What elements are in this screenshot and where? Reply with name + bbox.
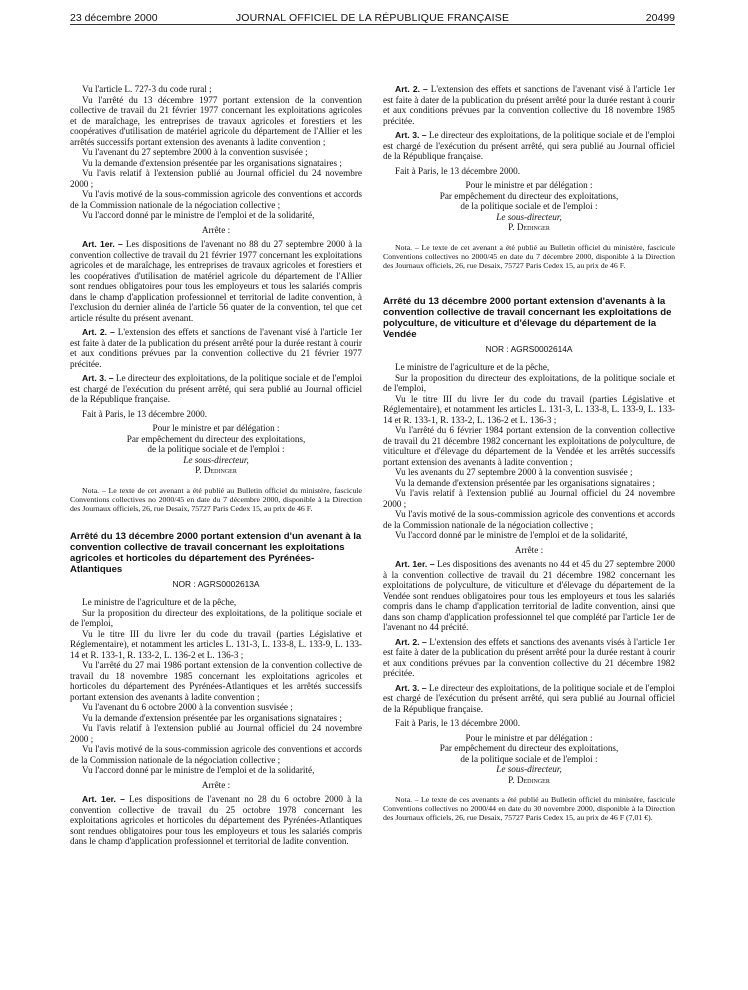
article-label: Art. 2. –	[82, 327, 115, 337]
journal-title: JOURNAL OFFICIEL DE LA RÉPUBLIQUE FRANÇAISE	[235, 12, 510, 24]
visa-paragraph: Vu la demande d'extension présentée par les organisations signataires ;	[82, 157, 342, 168]
signature-line: Par empêchement du directeur des exploitations,	[439, 190, 619, 201]
article-text: Les dispositions de l'avenant no 28 du 6 octobre 2000 à la convention collective de travail du 25 octobre 1978 concernant les exploitations agricoles et horticoles du département des Pyrénées-Atlantiques sont rendues obligatoires pour tous les employeurs et tous les salariés compris dans le champ d'application professionnel et territorial de ladite convention.	[70, 794, 363, 846]
signature-date: Fait à Paris, le 13 décembre 2000.	[395, 718, 521, 728]
visa-paragraph: Vu l'arrêté du 6 février 1984 portant extension de la convention collective de travail du 21 décembre 1982 concernant les exploitations de polyculture, de viticulture et d'élevage du département de la Vendée et les arrêtés successifs portant extension des avenants à ladite convention ;	[383, 425, 675, 467]
visa-paragraph: Vu le titre III du livre Ier du code du travail (parties Législative et Réglementaire), et notamment les articles L. 131-3, L. 133-8, L. 133-9, L. 133-14 et R. 133-1, R. 133-2, L. 136-2 et L. 136-3 ;	[383, 393, 675, 425]
visa-paragraph: Vu le titre III du livre Ier du code du travail (parties Législative et Réglementaire), et notamment les articles L. 131-3, L. 133-8, L. 133-9, L. 133-14 et R. 133-1, R. 133-2, L. 136-2 et L. 136-3 ;	[70, 628, 362, 660]
signature-line: de la politique sociale et de l'emploi :	[460, 753, 598, 764]
page-number: 20499	[645, 12, 675, 24]
preamble-paragraph: Sur la proposition du directeur des exploitations, de la politique sociale et de l'emploi,	[383, 372, 675, 393]
signature-line: Par empêchement du directeur des exploitations,	[439, 743, 619, 753]
article-text: L'extension des effets et sanctions de l'avenant visé à l'article 1er est faite à dater de la publication du présent arrêté pour la durée restant à courir et aux conditions prévues par la convention collective du 21 février 1977 précitée.	[70, 327, 363, 369]
article-1	[70, 239, 362, 323]
article-text: Les dispositions des avenants no 44 et 45 du 27 septembre 2000 à la convention collective de travail du 21 décembre 1982 concernant les exploitations de polyculture, de viticulture et d'élevage du département de la Vendée sont rendues obligatoires pour tous les employeurs et tous les salariés compris dans le champ d'application territorial de ladite convention, ainsi que dans son champ d'application professionnel tel que complété par l'article 1er de l'avenant no 44 précité.	[383, 559, 676, 632]
article-text: Le directeur des exploitations, de la politique sociale et de l'emploi est chargé de l'exécution du présent arrêté, qui sera publié au Journal officiel de la République française.	[70, 373, 362, 404]
nota-note: Nota. – Le texte de cet avenant a été publié au Bulletin officiel du ministère, fascicule Conventions collectives no 2000/45 en date du 7 décembre 2000, disponible à la Direction des Journaux officiels, 26, rue Desaix, 75727 Paris Cedex 15, au prix de 46 F.	[70, 485, 362, 513]
signatory-title: Le sous-directeur,	[496, 764, 562, 774]
signature-line: de la politique sociale et de l'emploi :	[147, 444, 285, 454]
article-label: Art. 3. –	[82, 373, 114, 383]
visa-paragraph: Vu l'arrêté du 27 mai 1986 portant extension de la convention collective de travail du 18 novembre 1985 concernant les exploitations agricoles et horticoles du département des Pyrénées-Atlantiques et les arrêtés successifs portant extension des avenants à ladite convention ;	[70, 660, 362, 702]
visa-paragraph: Vu l'avis motivé de la sous-commission agricole des conventions et accords de la Commission nationale de la négociation collective ;	[70, 189, 362, 210]
article-text: L'extension des effets et sanctions des avenants visés à l'article 1er est faite à dater de la publication du présent arrêté pour la durée restant à courir et aux conditions prévues par la convention collective du 21 décembre 1982 précitée.	[383, 636, 675, 678]
signatory-title: Le sous-directeur,	[496, 211, 562, 222]
visa-paragraph: Vu l'avis motivé de la sous-commission agricole des conventions et accords de la Commission nationale de la négociation collective ;	[383, 509, 675, 530]
visa-paragraph: Vu l'avis relatif à l'extension publié au Journal officiel du 24 novembre 2000 ;	[70, 723, 362, 744]
preamble-paragraph: Le ministre de l'agriculture et de la pêche,	[82, 597, 237, 607]
decree-heading: Arrêté du 13 décembre 2000 portant extension d'un avenant à la convention collective de travail concernant les exploitations agricoles et horticoles du département des Pyrénées-Atlantiques	[70, 530, 362, 575]
nor-reference: NOR : AGRS0002614A	[485, 343, 573, 354]
signature-line: de la politique sociale et de l'emploi :	[460, 201, 598, 211]
article-1	[383, 559, 675, 633]
decree-heading: Arrêté du 13 décembre 2000 portant extension d'avenants à la convention collective de travail concernant les exploitations de polyculture, de viticulture et d'élevage du département de la Vendée	[383, 295, 672, 340]
visa-paragraph: Vu les avenants du 27 septembre 2000 à la convention susvisée ;	[395, 467, 633, 477]
header-rule	[70, 24, 675, 25]
arrete-label: Arrête :	[201, 224, 231, 235]
signature-line: Pour le ministre et par délégation :	[465, 732, 593, 743]
article-3	[70, 373, 362, 405]
signature-line: Par empêchement du directeur des exploitations,	[126, 433, 306, 444]
article-2	[70, 327, 362, 369]
nor-reference: NOR : AGRS0002613A	[172, 578, 260, 589]
visa-paragraph: Vu l'arrêté du 13 décembre 1977 portant extension de la convention collective de travail du 21 février 1977 concernant les exploitations agricoles et de maraîchage, les entreprises de travaux agricoles et forestiers et les coopératives d'utilisation de matériel agricole du département de l'Allier et les arrêtés successifs portant extension des avenants à ladite convention ;	[70, 94, 362, 147]
signature-line: Pour le ministre et par délégation :	[465, 180, 593, 190]
signatory-name: P. Dedinger	[508, 774, 550, 785]
visa-paragraph: Vu l'avenant du 6 octobre 2000 à la convention susvisée ;	[82, 702, 293, 712]
visa-paragraph: Vu l'article L. 727-3 du code rural ;	[82, 84, 212, 94]
signatory-title: Le sous-directeur,	[183, 454, 249, 465]
visa-paragraph: Vu l'accord donné par le ministre de l'emploi et de la solidarité,	[82, 210, 315, 220]
signature-date: Fait à Paris, le 13 décembre 2000.	[82, 408, 208, 419]
arrete-label: Arrête :	[514, 544, 544, 555]
arrete-label: Arrête :	[201, 779, 231, 790]
left-column	[70, 84, 362, 847]
article-text: Les dispositions de l'avenant no 88 du 27 septembre 2000 à la convention collective de travail du 21 février 1977 concernant les exploitations agricoles et de maraîchage, les entreprises de travaux agricoles et forestiers et les coopératives d'utilisation de matériel agricole du département de l'Allier sont rendues obligatoires pour tous les employeurs et tous les salariés compris dans le champ d'application professionnel et territorial de ladite convention, à l'exclusion du dernier alinéa de l'article 56 quater de la convention, tel que cet article résulte du présent avenant.	[70, 239, 362, 323]
signature-date: Fait à Paris, le 13 décembre 2000.	[395, 165, 521, 176]
article-label: Art. 3. –	[395, 682, 427, 693]
article-text: L'extension des effets et sanctions de l'avenant visé à l'article 1er est faite à dater de la publication du présent arrêté pour la durée restant à courir et aux conditions prévues par la convention collective du 18 novembre 1985 précitée.	[383, 84, 676, 126]
article-label: Art. 2. –	[395, 636, 427, 647]
nota-note: Nota. – Le texte de ces avenants a été publié au Bulletin officiel du ministère, fascicule Conventions collectives no 2000/44 en date du 30 novembre 2000, disponible à la Direction des Journaux officiels, 26, rue Desaix, 75727 Paris Cedex 15, au prix de 46 F (7,01 €).	[383, 795, 675, 822]
article-1	[70, 794, 362, 847]
article-label: Art. 3. –	[395, 130, 427, 140]
visa-paragraph: Vu l'avis relatif à l'extension publié au Journal officiel du 24 novembre 2000 ;	[70, 168, 362, 189]
article-3	[383, 130, 675, 162]
signatory-name: P. Dedinger	[508, 222, 550, 232]
visa-paragraph: Vu l'accord donné par le ministre de l'emploi et de la solidarité,	[395, 530, 628, 540]
nota-note: Nota. – Le texte de cet avenant a été publié au Bulletin officiel du ministère, fascicule Conventions collectives no 2000/45 en date du 7 décembre 2000, disponible à la Direction des Journaux officiels, 26, rue Desaix, 75727 Paris Cedex 15, au prix de 46 F.	[383, 242, 675, 270]
article-label: Art. 1er. –	[395, 559, 435, 569]
article-text: Le directeur des exploitations, de la politique sociale et de l'emploi est chargé de l'exécution du présent arrêté, qui sera publié au Journal officiel de la République française.	[383, 130, 675, 161]
preamble-paragraph: Sur la proposition du directeur des exploitations, de la politique sociale et de l'emploi,	[70, 607, 362, 628]
visa-paragraph: Vu l'avis motivé de la sous-commission agricole des conventions et accords de la Commission nationale de la négociation collective ;	[70, 744, 362, 765]
preamble-paragraph: Le ministre de l'agriculture et de la pêche,	[395, 362, 550, 372]
signatory-name: P. Dedinger	[195, 465, 237, 475]
visa-paragraph: Vu l'avenant du 27 septembre 2000 à la convention susvisée ;	[82, 147, 308, 157]
article-label: Art. 1er. –	[82, 794, 125, 804]
article-text: Le directeur des exploitations, de la politique sociale et de l'emploi est chargé de l'exécution du présent arrêté, qui sera publié au Journal officiel de la République française.	[383, 682, 675, 714]
signature-line: Pour le ministre et par délégation :	[152, 423, 280, 433]
visa-paragraph: Vu l'avis relatif à l'extension publié au Journal officiel du 24 novembre 2000 ;	[383, 488, 675, 509]
visa-paragraph: Vu la demande d'extension présentée par les organisations signataires ;	[82, 712, 342, 723]
article-2	[383, 84, 675, 126]
visa-paragraph: Vu la demande d'extension présentée par les organisations signataires ;	[395, 477, 655, 488]
issue-date: 23 décembre 2000	[70, 12, 158, 24]
article-label: Art. 1er. –	[82, 239, 123, 249]
right-column	[383, 84, 675, 822]
article-2	[383, 637, 675, 679]
visa-paragraph: Vu l'accord donné par le ministre de l'emploi et de la solidarité,	[82, 765, 315, 775]
article-3	[383, 683, 675, 715]
article-label: Art. 2. –	[395, 84, 428, 94]
